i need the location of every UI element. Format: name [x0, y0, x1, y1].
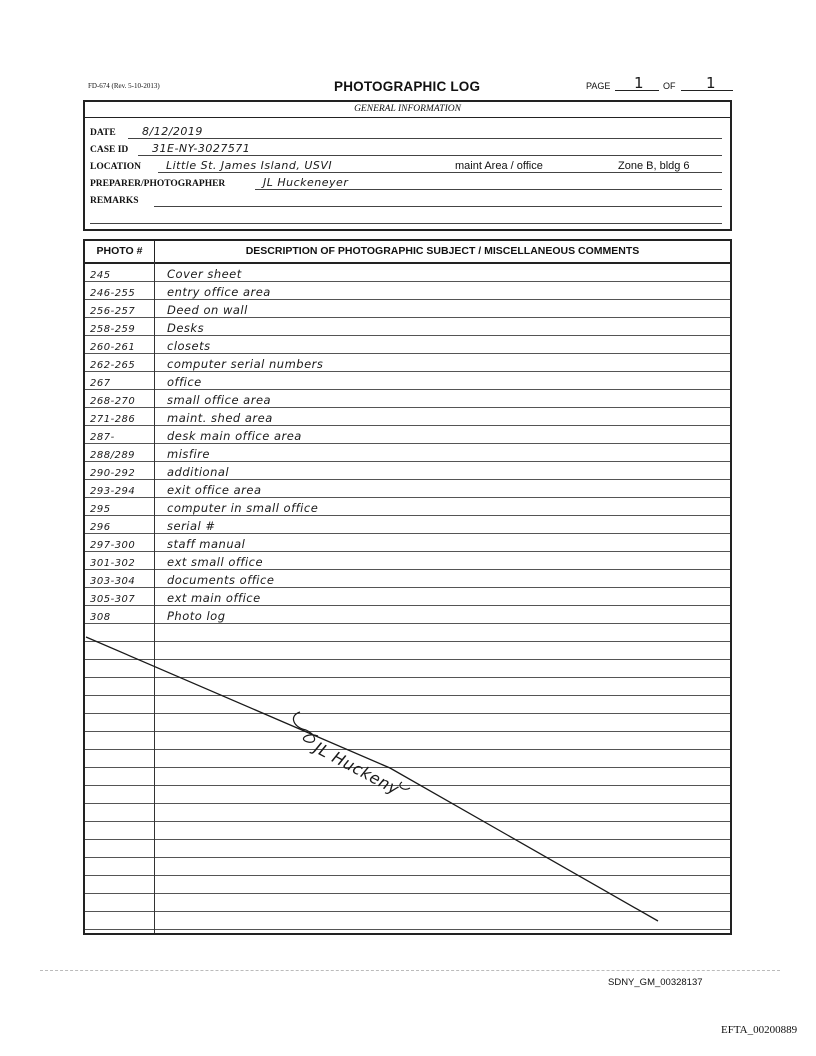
table-row — [85, 264, 730, 282]
table-row — [85, 822, 730, 840]
description-cell: misfire — [167, 447, 210, 461]
description-cell: Photo log — [167, 609, 226, 623]
table-row — [85, 678, 730, 696]
location-line — [158, 172, 722, 173]
table-row — [85, 390, 730, 408]
scan-artifact-line — [40, 970, 780, 971]
general-information-header: GENERAL INFORMATION — [85, 102, 730, 118]
preparer-row — [90, 175, 722, 190]
page-label: PAGE — [586, 81, 611, 91]
table-row — [85, 732, 730, 750]
case-id-row — [90, 141, 722, 156]
case-id-line — [138, 155, 722, 156]
table-row — [85, 534, 730, 552]
case-id-value: 31E-NY-3027571 — [152, 142, 251, 155]
photo-number-cell: 288/289 — [90, 450, 136, 461]
table-row — [85, 570, 730, 588]
location-row — [90, 158, 722, 173]
photo-number-cell: 271-286 — [90, 414, 136, 425]
table-row — [85, 696, 730, 714]
photo-number-cell: 295 — [90, 504, 111, 515]
remarks-row — [90, 192, 722, 207]
table-row — [85, 858, 730, 876]
description-cell: desk main office area — [167, 429, 302, 443]
case-id-label: CASE ID — [90, 145, 129, 155]
table-row — [85, 840, 730, 858]
remarks-extra-line — [90, 223, 722, 224]
table-row — [85, 552, 730, 570]
table-row — [85, 624, 730, 642]
signature: JL Huckeny — [311, 738, 403, 799]
of-label: OF — [663, 81, 676, 91]
photo-number-cell: 268-270 — [90, 396, 136, 407]
description-cell: computer in small office — [167, 501, 319, 515]
location-value: Little St. James Island, USVI — [166, 159, 333, 172]
table-row — [85, 480, 730, 498]
photo-number-cell: 308 — [90, 612, 111, 623]
photo-number-cell: 245 — [90, 270, 111, 281]
photo-number-cell: 260-261 — [90, 342, 136, 353]
description-cell: serial # — [167, 519, 216, 533]
table-row — [85, 372, 730, 390]
location-label: LOCATION — [90, 162, 142, 172]
date-row — [90, 124, 722, 139]
photo-number-cell: 267 — [90, 378, 111, 389]
photo-number-cell: 258-259 — [90, 324, 136, 335]
table-row — [85, 300, 730, 318]
description-cell: ext small office — [167, 555, 264, 569]
description-cell: additional — [167, 465, 230, 479]
photo-number-cell: 293-294 — [90, 486, 136, 497]
table-row — [85, 444, 730, 462]
description-cell: Cover sheet — [167, 267, 242, 281]
efta-number: EFTA_00200889 — [721, 1024, 798, 1036]
table-row — [85, 318, 730, 336]
description-cell: Deed on wall — [167, 303, 248, 317]
photo-number-header: PHOTO # — [85, 241, 155, 262]
of-value: 1 — [706, 74, 717, 92]
table-row — [85, 768, 730, 786]
description-cell: office — [167, 375, 202, 389]
photo-number-cell: 256-257 — [90, 306, 136, 317]
date-line — [128, 138, 722, 139]
form-number: FD-674 (Rev. 5-10-2013) — [88, 82, 160, 90]
photo-number-cell: 297-300 — [90, 540, 136, 551]
date-value: 8/12/2019 — [142, 125, 203, 138]
preparer-line — [255, 189, 722, 190]
bates-number: SDNY_GM_00328137 — [608, 977, 703, 988]
table-row — [85, 786, 730, 804]
remarks-line — [154, 206, 722, 207]
preparer-label: PREPARER/PHOTOGRAPHER — [90, 179, 226, 189]
photo-log-table — [83, 239, 732, 935]
table-row — [85, 516, 730, 534]
photo-number-cell: 287- — [90, 432, 115, 443]
table-row — [85, 588, 730, 606]
table-row — [85, 354, 730, 372]
photo-number-cell: 305-307 — [90, 594, 136, 605]
description-cell: staff manual — [167, 537, 246, 551]
page-title: PHOTOGRAPHIC LOG — [334, 79, 481, 94]
description-header: DESCRIPTION OF PHOTOGRAPHIC SUBJECT / MISCELLANEOUS COMMENTS — [245, 245, 640, 257]
table-row — [85, 894, 730, 912]
column-divider — [154, 262, 155, 933]
photo-number-cell: 301-302 — [90, 558, 136, 569]
table-row — [85, 462, 730, 480]
table-row — [85, 606, 730, 624]
general-information-box — [83, 100, 732, 231]
table-row — [85, 876, 730, 894]
table-row — [85, 660, 730, 678]
description-cell: entry office area — [167, 285, 271, 299]
table-row — [85, 642, 730, 660]
table-row — [85, 912, 730, 930]
table-row — [85, 750, 730, 768]
description-cell: Desks — [167, 321, 205, 335]
table-row — [85, 408, 730, 426]
description-cell: closets — [167, 339, 211, 353]
location-zone: Zone B, bldg 6 — [618, 160, 690, 172]
table-row — [85, 426, 730, 444]
table-row — [85, 804, 730, 822]
preparer-value: JL Huckeneyer — [263, 176, 349, 189]
description-cell: computer serial numbers — [167, 357, 324, 371]
date-label: DATE — [90, 128, 116, 138]
page-counter — [586, 76, 736, 92]
table-row — [85, 498, 730, 516]
photo-number-cell: 296 — [90, 522, 111, 533]
table-row — [85, 282, 730, 300]
photo-number-cell: 262-265 — [90, 360, 136, 371]
remarks-label: REMARKS — [90, 196, 139, 206]
page-value: 1 — [634, 74, 645, 92]
description-cell: ext main office — [167, 591, 261, 605]
description-cell: maint. shed area — [167, 411, 273, 425]
table-row — [85, 714, 730, 732]
description-cell: documents office — [167, 573, 275, 587]
table-row — [85, 336, 730, 354]
photo-number-cell: 290-292 — [90, 468, 136, 479]
photo-number-cell: 246-255 — [90, 288, 136, 299]
location-area: maint Area / office — [455, 160, 543, 172]
description-cell: exit office area — [167, 483, 262, 497]
table-header — [85, 241, 730, 264]
description-cell: small office area — [167, 393, 272, 407]
photo-number-cell: 303-304 — [90, 576, 136, 587]
